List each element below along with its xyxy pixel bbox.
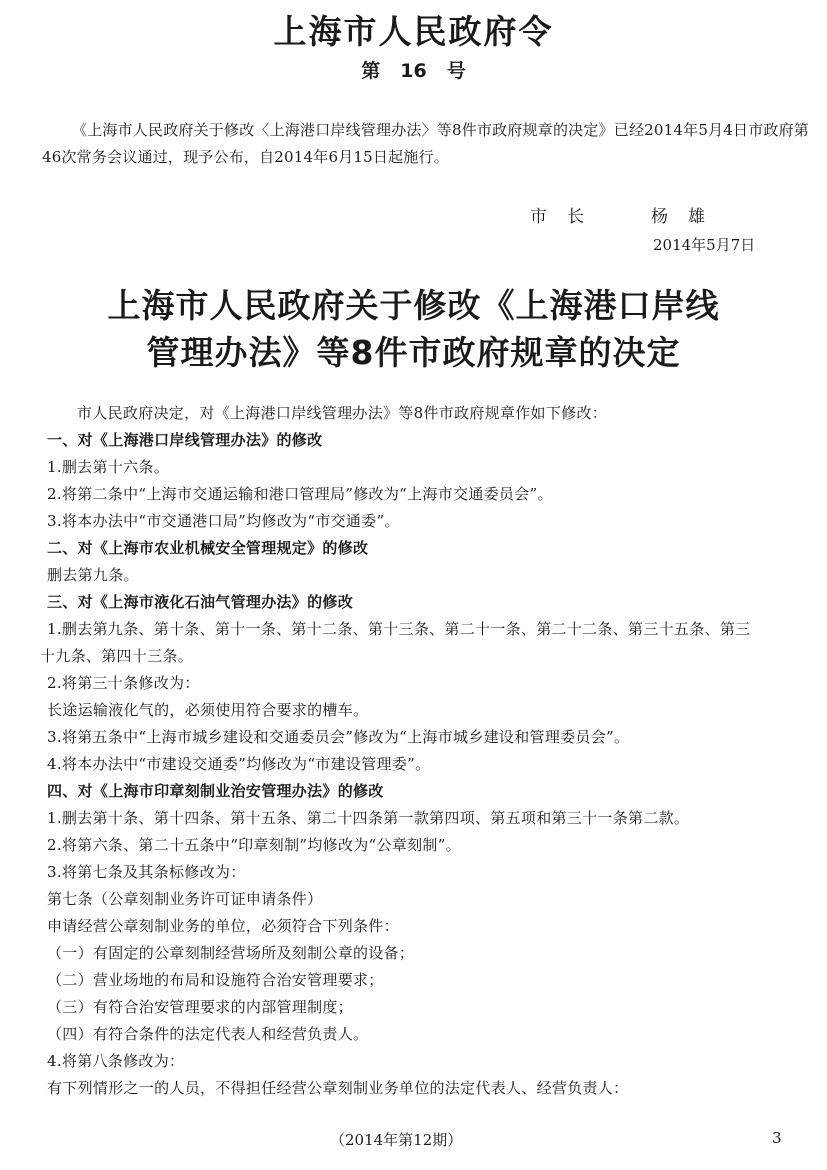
body-paragraph: 4.将本办法中“市建设交通委”均修改为“市建设管理委”。 (47, 755, 431, 773)
decision-body (40, 400, 823, 1102)
body-paragraph: 2.将第六条、第二十五条中“印章刻制”均修改为“公章刻制”。 (47, 836, 461, 854)
decision-title-line2: 管理办法》等8件市政府规章的决定 (146, 333, 681, 372)
body-paragraph: 4.将第八条修改为： (47, 1052, 185, 1070)
body-paragraph: 市人民政府决定，对《上海港口岸线管理办法》等8件市政府规章作如下修改： (77, 404, 608, 422)
body-paragraph: （三）有符合治安管理要求的内部管理制度； (47, 998, 354, 1016)
promulgation-text: 《上海市人民政府关于修改〈上海港口岸线管理办法〉等8件市政府规章的决定》已经2014年5月4日市政府第46次常务会议通过，现予公布，自2014年6月15日起施行。 (42, 121, 810, 166)
body-paragraph: 1.删去第九条、第十条、第十一条、第十二条、第十三条、第二十一条、第二十二条、第三十五条、第三 (47, 620, 751, 638)
body-paragraph: 3.将第七条及其条标修改为： (47, 863, 246, 881)
body-paragraph: 2.将第二条中“上海市交通运输和港口管理局”修改为“上海市交通委员会”。 (47, 485, 553, 503)
body-paragraph: 长途运输液化气的，必须使用符合要求的槽车。 (47, 701, 369, 719)
body-paragraph: 1.删去第十六条。 (47, 458, 170, 476)
body-paragraph: 2.将第三十条修改为： (47, 674, 200, 692)
body-paragraph: 删去第九条。 (47, 566, 139, 584)
body-paragraph: 十九条、第四十三条。 (40, 647, 194, 665)
order-number (0, 56, 827, 83)
body-paragraph: （二）营业场地的布局和设施符合治安管理要求； (47, 971, 384, 989)
body-paragraph: 3.将第五条中“上海市城乡建设和交通委员会”修改为“上海市城乡建设和管理委员会”。 (47, 728, 630, 746)
decision-title-line1: 上海市人民政府关于修改《上海港口岸线 (107, 286, 720, 325)
order-number-suffix: 号 (446, 60, 466, 82)
mayor-name: 杨雄 (651, 207, 725, 227)
order-number-prefix: 第 (361, 60, 381, 82)
footer-issue: （2014年第12期） (330, 1131, 463, 1149)
section-heading: 一、对《上海港口岸线管理办法》的修改 (47, 431, 323, 449)
decision-title (0, 282, 827, 376)
body-paragraph: 有下列情形之一的人员，不得担任经营公章刻制业务单位的法定代表人、经营负责人： (47, 1079, 629, 1097)
body-paragraph: 1.删去第十条、第十四条、第十五条、第二十四条第一款第四项、第五项和第三十一条第二款。 (47, 809, 690, 827)
mayor-title: 市长 (530, 207, 604, 227)
body-paragraph: （一）有固定的公章刻制经营场所及刻制公章的设备； (47, 944, 415, 962)
body-paragraph: 第七条（公章刻制业务许可证申请条件） (47, 890, 323, 908)
order-number-value: 16 (400, 60, 427, 82)
section-heading: 四、对《上海市印章刻制业治安管理办法》的修改 (47, 782, 384, 800)
page-number: 3 (772, 1129, 782, 1147)
body-paragraph: 申请经营公章刻制业务的单位，必须符合下列条件： (47, 917, 399, 935)
order-title: 上海市人民政府令 (273, 12, 554, 51)
section-heading: 二、对《上海市农业机械安全管理规定》的修改 (47, 539, 369, 557)
body-paragraph: （四）有符合条件的法定代表人和经营负责人。 (47, 1025, 369, 1043)
section-heading: 三、对《上海市液化石油气管理办法》的修改 (47, 593, 354, 611)
signing-date: 2014年5月7日 (653, 236, 756, 254)
body-paragraph: 3.将本办法中“市交通港口局”均修改为“市交通委”。 (47, 512, 400, 530)
